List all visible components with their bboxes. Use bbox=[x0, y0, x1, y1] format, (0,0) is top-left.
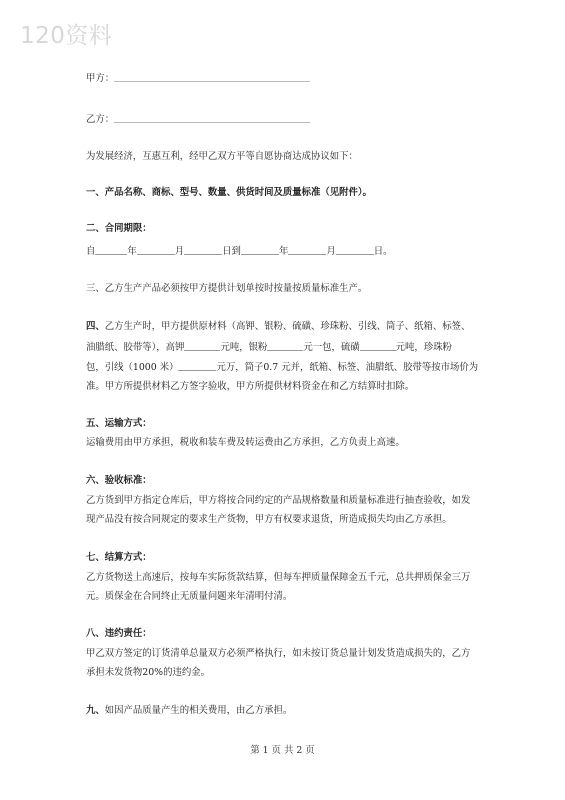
period-month2: 月 bbox=[326, 246, 336, 257]
silver-powder-price-field[interactable] bbox=[267, 341, 303, 351]
section-2-title: 二、合同期限： bbox=[86, 223, 152, 234]
section-8-text-2: 承担未发货物20%的违约金。 bbox=[86, 667, 210, 678]
fuse-price-field[interactable] bbox=[178, 361, 216, 371]
period-year2: 年 bbox=[278, 246, 289, 257]
section-9 bbox=[86, 705, 292, 717]
period-from: 自 bbox=[86, 246, 96, 257]
section-3 bbox=[86, 283, 367, 295]
party-a-label: 甲方： bbox=[86, 73, 115, 84]
party-b-label: 乙方： bbox=[86, 114, 115, 125]
section-4-text-1: 乙方生产时，甲方提供原材料（高钾、银粉、硫磺、珍珠粉、引线、筒子、纸箱、标签、 bbox=[104, 321, 471, 332]
section-7-title: 七、结算方式： bbox=[86, 552, 152, 563]
section-2-period bbox=[86, 245, 392, 257]
section-4-line-2 bbox=[86, 341, 452, 353]
section-5-title: 五、运输方式： bbox=[86, 418, 152, 429]
start-year-field[interactable] bbox=[95, 245, 127, 255]
page-number-footer: 第 1 页 共 2 页 bbox=[250, 745, 315, 756]
party-b-row bbox=[86, 113, 310, 125]
start-month-field[interactable] bbox=[137, 245, 175, 255]
section-8-text-1: 甲乙双方签定的订货清单总量双方必须严格执行，如未按订货总量计划发货造成损失的，乙方 bbox=[86, 648, 471, 659]
period-year1: 年 bbox=[127, 246, 137, 257]
party-a-row bbox=[86, 72, 310, 84]
section-1: 一、产品名称、商标、型号、数量、供货时间及质量标准（见附件）。 bbox=[86, 187, 372, 198]
intro-text: 为发展经济，互惠互利，经甲乙双方平等自愿协商达成协议如下： bbox=[86, 151, 358, 162]
section-8-title: 八、违约责任： bbox=[86, 628, 152, 639]
period-day-to: 日到 bbox=[222, 246, 241, 257]
end-month-field[interactable] bbox=[288, 245, 326, 255]
section-5-text: 运输费用由甲方承担，税收和装车费及转运费由乙方承担，乙方负责上高速。 bbox=[86, 437, 405, 448]
watermark-logo: 120资料 bbox=[20, 23, 113, 49]
section-6-text-2: 现产品没有按合同规定的要求生产货物，甲方有权要求退货，所造成损失均由乙方承担。 bbox=[86, 514, 452, 525]
section-7-text-2: 元。质保金在合同终止无质量问题来年清明付清。 bbox=[86, 591, 293, 602]
party-a-field[interactable] bbox=[114, 72, 310, 82]
section-4-text-3a: 包，引线（1000 米） bbox=[86, 362, 179, 373]
section-7-text-1: 乙方货物送上高速后，按每车实际货款结算，但每车押质量保障金五千元，总共押质保金三万 bbox=[86, 572, 471, 583]
section-4-text-2c: 元一包，硫磺 bbox=[303, 342, 360, 353]
section-6-text-1: 乙方货到甲方指定仓库后，甲方将按合同约定的产品规格数量和质量标准进行抽查验收，如发 bbox=[86, 495, 471, 506]
section-4-head: 四、 bbox=[86, 321, 105, 332]
section-9-head: 九、 bbox=[86, 705, 105, 716]
section-4-line-3 bbox=[86, 361, 478, 373]
section-4-text-2b: 元吨，银粉 bbox=[220, 342, 268, 353]
section-4-line-4: 准。甲方所提供材料乙方签字验收，甲方所提供材料资金在和乙方结算时扣除。 bbox=[86, 381, 415, 392]
end-day-field[interactable] bbox=[336, 245, 374, 255]
party-b-field[interactable] bbox=[114, 113, 310, 123]
period-day-end: 日。 bbox=[373, 246, 393, 257]
section-6-title: 六、验收标准： bbox=[86, 475, 152, 486]
section-9-text: 如因产品质量产生的相关费用，由乙方承担。 bbox=[104, 705, 293, 716]
gaojia-price-field[interactable] bbox=[184, 341, 220, 351]
section-4-text-2a: 油腊纸、胶带等），高钾 bbox=[86, 342, 185, 353]
section-3-text: 三、乙方生产产品必须按甲方提供计划单按时按量按质量标准生产。 bbox=[86, 283, 368, 294]
section-4-line-1 bbox=[86, 321, 486, 333]
period-month1: 月 bbox=[174, 246, 185, 257]
sulfur-price-field[interactable] bbox=[360, 341, 396, 351]
start-day-field[interactable] bbox=[184, 245, 222, 255]
section-4-text-2d: 元吨，珍珠粉 bbox=[395, 342, 452, 353]
section-4-text-3b: 元万，筒子0.7 元并，纸箱、标签、油腊纸、胶带等按市场价为 bbox=[216, 362, 479, 373]
end-year-field[interactable] bbox=[241, 245, 279, 255]
